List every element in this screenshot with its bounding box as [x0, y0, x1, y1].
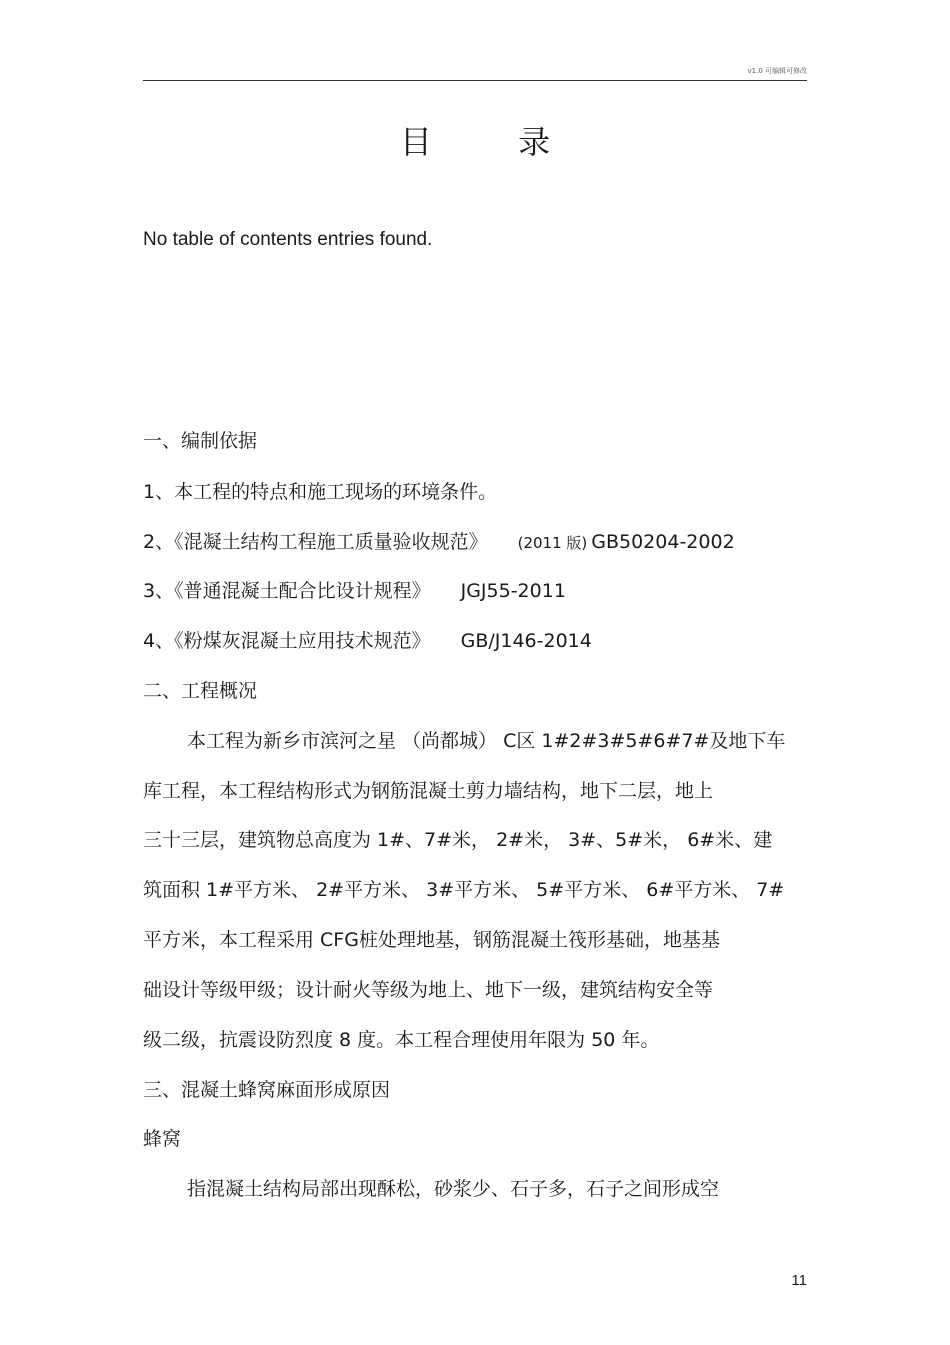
honeycomb-text: 指混凝土结构局部出现酥松，砂浆少、石子多，石子之间形成空 [187, 1178, 720, 1200]
overview-line-6: 础设计等级甲级；设计耐火等级为地上、地下一级，建筑结构安全等 [143, 979, 714, 1001]
header-note: v1.0 可编辑可修改 [747, 67, 807, 75]
subheading-honeycomb: 蜂窝 [143, 1128, 182, 1150]
basis-item-4-title: 4、《粉煤灰混凝土应用技术规范》 [143, 630, 431, 652]
section-heading-cause: 三、混凝土蜂窝麻面形成原因 [143, 1079, 391, 1101]
overview-line-3: 三十三层，建筑物总高度为 1#、7#米， 2#米， 3#、5#米， 6#米、建 [143, 829, 773, 851]
basis-item-4 [143, 628, 592, 654]
overview-line-4: 筑面积 1#平方米、 2#平方米、 3#平方米、 5#平方米、 6#平方米、 7# [143, 879, 785, 901]
overview-line-2: 库工程，本工程结构形式为钢筋混凝土剪力墙结构，地下二层，地上 [143, 780, 714, 802]
overview-line-7: 级二级，抗震设防烈度 8 度。本工程合理使用年限为 50 年。 [143, 1029, 660, 1051]
basis-item-3-code: JGJ55-2011 [460, 580, 566, 602]
section-heading-overview: 二、工程概况 [143, 680, 258, 702]
page-number: 11 [791, 1272, 807, 1289]
basis-item-2-code: GB50204-2002 [591, 531, 735, 553]
overview-line-1: 本工程为新乡市滨河之星 （尚都城） C区 1#2#3#5#6#7#及地下车 [187, 730, 786, 752]
section-heading-basis: 一、编制依据 [143, 430, 258, 452]
basis-item-2-edition: (2011 版) [517, 534, 588, 552]
overview-line-5: 平方米，本工程采用 CFG桩处理地基，钢筋混凝土筏形基础，地基基 [143, 929, 720, 951]
basis-item-4-code: GB/J146-2014 [460, 630, 592, 652]
basis-item-3 [143, 578, 566, 604]
basis-item-2-title: 2、《混凝土结构工程施工质量验收规范》 [143, 531, 488, 553]
header-rule [143, 80, 807, 81]
toc-title: 目 录 [399, 123, 589, 161]
basis-item-1: 1、本工程的特点和施工现场的环境条件。 [143, 481, 498, 503]
basis-item-2 [143, 529, 735, 556]
basis-item-3-title: 3、《普通混凝土配合比设计规程》 [143, 580, 431, 602]
toc-empty-message: No table of contents entries found. [143, 229, 433, 250]
